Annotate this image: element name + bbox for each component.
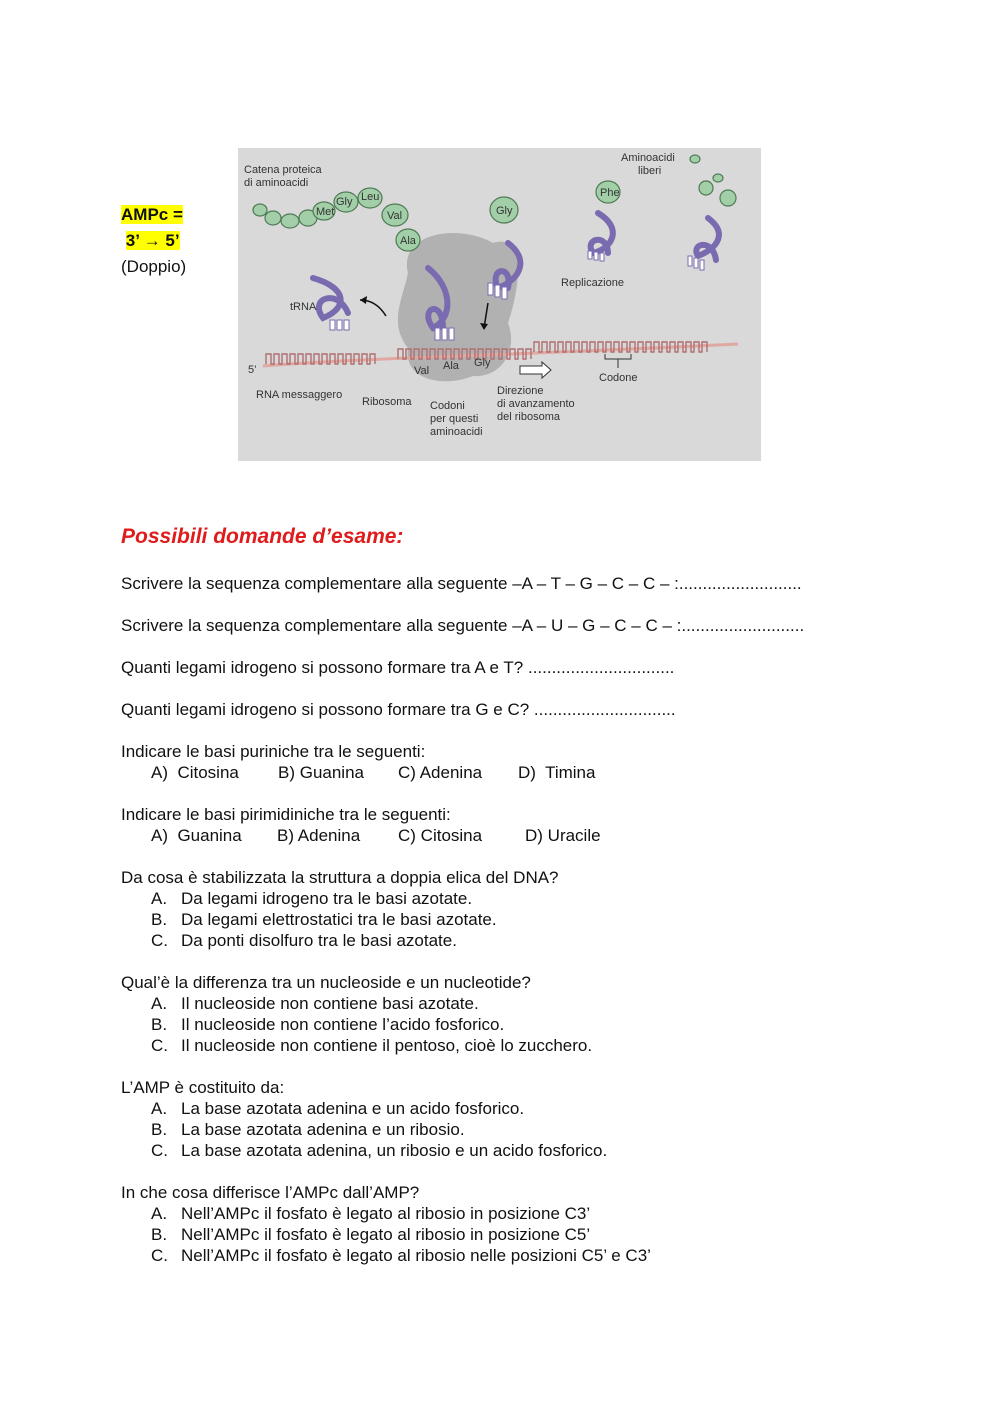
- label-codoni-3: aminoacidi: [430, 426, 483, 438]
- ampc-label: AMPc =: [121, 205, 183, 224]
- label-replicazione: Replicazione: [561, 277, 624, 289]
- label-catena: Catena proteica: [244, 164, 322, 176]
- question-6-options: [121, 825, 981, 846]
- q8-option-c: C. Il nucleoside non contiene il pentoso, cioè lo zucchero.: [151, 1036, 593, 1055]
- question-6: [121, 804, 981, 846]
- question-9-text: L’AMP è costituito da:: [121, 1078, 285, 1097]
- label-codoni-2: per questi: [430, 413, 479, 425]
- side-note: [121, 202, 186, 280]
- q6-option-a: A) Guanina: [151, 826, 242, 845]
- q6-option-d: D) Uracile: [525, 826, 601, 845]
- label-rna-messaggero: RNA messaggero: [256, 389, 343, 401]
- aa-gly-2: Gly: [496, 205, 513, 217]
- question-8-text: Qual’è la differenza tra un nucleoside e un nucleotide?: [121, 973, 531, 992]
- ampc-direction: 3’ → 5’: [125, 231, 180, 250]
- q8-option-a: A. Il nucleoside non contiene basi azotate.: [151, 994, 479, 1013]
- q5-option-b: B) Guanina: [278, 763, 364, 782]
- aa-met: Met: [316, 206, 335, 218]
- question-2: Scrivere la sequenza complementare alla seguente –A – U – G – C – C – :..........................: [121, 616, 805, 635]
- question-1: Scrivere la sequenza complementare alla seguente –A – T – G – C – C – :..........................: [121, 574, 802, 593]
- label-catena-2: di aminoacidi: [244, 177, 309, 189]
- aa-val: Val: [387, 210, 403, 222]
- aa-leu: Leu: [361, 191, 380, 203]
- question-10-text: In che cosa differisce l’AMPc dall’AMP?: [121, 1183, 420, 1202]
- q10-option-c: C. Nell’AMPc il fosfato è legato al ribosio nelle posizioni C5’ e C3’: [151, 1246, 651, 1265]
- translation-diagram: [238, 148, 761, 461]
- q5-option-d: D) Timina: [518, 763, 596, 782]
- q6-option-b: B) Adenina: [277, 826, 361, 845]
- q10-option-b: B. Nell’AMPc il fosfato è legato al ribosio in posizione C5’: [151, 1225, 591, 1244]
- codon-ala: Ala: [443, 360, 459, 372]
- q5-option-a: A) Citosina: [151, 763, 239, 782]
- q5-option-c: C) Adenina: [398, 763, 483, 782]
- label-codone: Codone: [599, 372, 638, 384]
- question-3: Quanti legami idrogeno si possono formare tra A e T? ...............................: [121, 658, 675, 677]
- label-aminoacidi-liberi: Aminoacidi: [621, 152, 675, 164]
- label-direzione-3: del ribosoma: [497, 411, 560, 423]
- question-7-text: Da cosa è stabilizzata la struttura a doppia elica del DNA?: [121, 868, 559, 887]
- codone-bracket: [605, 354, 631, 368]
- q9-option-c: C. La base azotata adenina, un ribosio e un acido fosforico.: [151, 1141, 608, 1160]
- aa-phe: Phe: [600, 187, 620, 199]
- q8-option-b: B. Il nucleoside non contiene l’acido fosforico.: [151, 1015, 505, 1034]
- q10-option-a: A. Nell’AMPc il fosfato è legato al ribosio in posizione C3’: [151, 1204, 591, 1223]
- direction-arrow: [520, 362, 551, 378]
- question-10: [121, 1182, 981, 1266]
- question-4: Quanti legami idrogeno si possono formare tra G e C? ..............................: [121, 700, 676, 719]
- label-trna: tRNA: [290, 301, 317, 313]
- codon-gly: Gly: [474, 357, 491, 369]
- question-6-text: Indicare le basi pirimidiniche tra le seguenti:: [121, 805, 451, 824]
- q7-option-c: C. Da ponti disolfuro tra le basi azotate.: [151, 931, 457, 950]
- trna-shapes: [313, 213, 719, 328]
- q7-option-a: A. Da legami idrogeno tra le basi azotate.: [151, 889, 473, 908]
- label-codoni: Codoni: [430, 400, 465, 412]
- exam-questions-heading: Possibili domande d’esame:: [121, 525, 404, 548]
- label-ribosoma: Ribosoma: [362, 396, 412, 408]
- question-5-options: [121, 762, 981, 783]
- translation-figure: [238, 148, 761, 461]
- label-five-prime: 5’: [248, 364, 257, 376]
- label-direzione: Direzione: [497, 385, 544, 397]
- q7-option-b: B. Da legami elettrostatici tra le basi azotate.: [151, 910, 497, 929]
- label-direzione-2: di avanzamento: [497, 398, 575, 410]
- question-8: [121, 972, 981, 1056]
- q6-option-c: C) Citosina: [398, 826, 483, 845]
- question-5: [121, 741, 981, 783]
- q9-option-a: A. La base azotata adenina e un acido fosforico.: [151, 1099, 525, 1118]
- aa-ala: Ala: [400, 235, 416, 247]
- label-aminoacidi-liberi-2: liberi: [638, 165, 662, 177]
- questions-list: [121, 573, 981, 1287]
- question-7: [121, 867, 981, 951]
- codon-val: Val: [414, 365, 430, 377]
- q9-option-b: B. La base azotata adenina e un ribosio.: [151, 1120, 465, 1139]
- ampc-doppio: (Doppio): [121, 257, 187, 276]
- aa-gly: Gly: [336, 196, 353, 208]
- question-5-text: Indicare le basi puriniche tra le seguenti:: [121, 742, 426, 761]
- question-9: [121, 1077, 981, 1161]
